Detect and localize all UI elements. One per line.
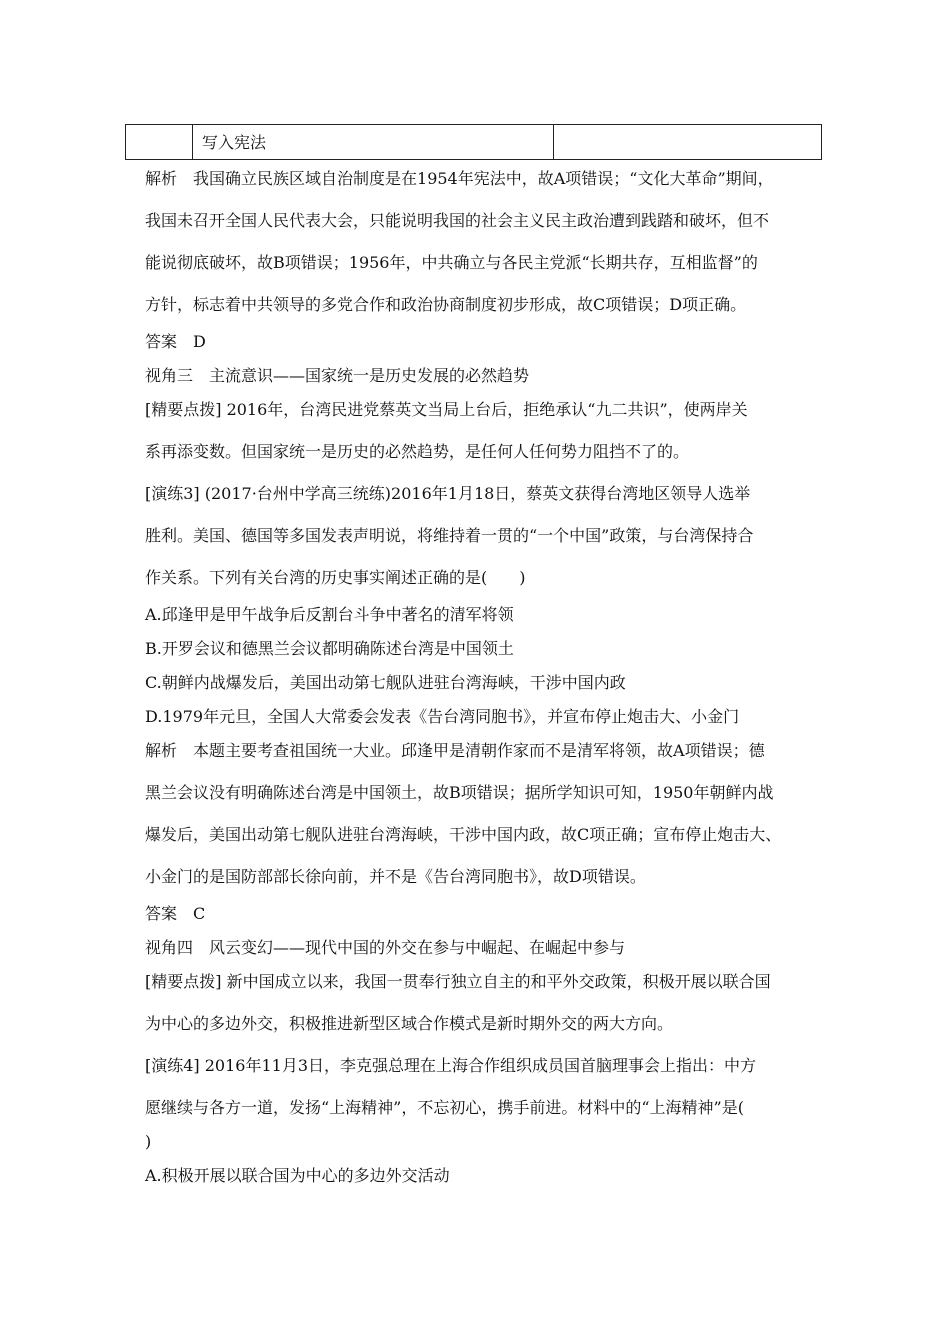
table-cell: 写入宪法 <box>193 125 554 159</box>
section-title: 风云变幻——现代中国的外交在参与中崛起、在崛起中参与 <box>209 938 626 957</box>
answer-label: 答案 <box>145 332 178 351</box>
exercise-line: [演练4] 2016年11月3日，李克强总理在上海合作组织成员国首脑理事会上指出：中方 <box>145 1056 757 1075</box>
option-a: A.积极开展以联合国为中心的多边外交活动 <box>145 1166 450 1185</box>
answer-value: D <box>193 332 206 351</box>
section-heading <box>145 933 825 967</box>
tip-line: 为中心的多边外交，积极推进新型区域合作模式是新时期外交的两大方向。 <box>145 1014 674 1033</box>
exercise-line: ) <box>145 1132 152 1151</box>
tip-line: 系再添变数。但国家统一是历史的必然趋势，是任何人任何势力阻挡不了的。 <box>145 442 690 461</box>
analysis-line: 我国确立民族区域自治制度是在1954年宪法中，故A项错误；“文化大革命”期间， <box>193 169 774 188</box>
section-label: 视角四 <box>145 938 194 957</box>
option-d: D.1979年元旦，全国人大常委会发表《告台湾同胞书》，并宣布停止炮击大、小金门 <box>145 707 740 726</box>
analysis-line: 我国未召开全国人民代表大会，只能说明我国的社会主义民主政治遭到践踏和破坏，但不 <box>145 211 770 230</box>
tip-line: [精要点拨] 2016年，台湾民进党蔡英文当局上台后，拒绝承认“九二共识”，使两岸关 <box>145 400 748 419</box>
option-c: C.朝鲜内战爆发后，美国出动第七舰队进驻台湾海峡，干涉中国内政 <box>145 673 626 692</box>
analysis-line: 爆发后，美国出动第七舰队进驻台湾海峡，干涉中国内政，故C项正确；宣布停止炮击大、 <box>145 825 782 844</box>
exercise-line: 作关系。下列有关台湾的历史事实阐述正确的是( ) <box>145 568 526 587</box>
answer-label: 答案 <box>145 904 178 923</box>
analysis-paragraph <box>145 736 825 778</box>
tip-line: [精要点拨] 新中国成立以来，我国一贯奉行独立自主的和平外交政策，积极开展以联合国 <box>145 972 771 991</box>
analysis-paragraph <box>145 164 825 206</box>
section-title: 主流意识——国家统一是历史发展的必然趋势 <box>209 366 530 385</box>
section-heading <box>145 361 825 395</box>
answer-value: C <box>193 904 206 923</box>
answer-line <box>145 899 825 933</box>
answer-line <box>145 327 825 361</box>
option-a: A.邱逢甲是甲午战争后反割台斗争中著名的清军将领 <box>145 605 514 624</box>
analysis-line: 方针，标志着中共领导的多党合作和政治协商制度初步形成，故C项错误；D项正确。 <box>145 295 747 314</box>
option-b: B.开罗会议和德黑兰会议都明确陈述台湾是中国领土 <box>145 639 514 658</box>
analysis-line: 能说彻底破坏，故B项错误；1956年，中共确立与各民主党派“长期共存，互相监督”的 <box>145 253 758 272</box>
analysis-line: 小金门的是国防部部长徐向前，并不是《告台湾同胞书》，故D项错误。 <box>145 867 646 886</box>
section-label: 视角三 <box>145 366 194 385</box>
table-cell <box>126 125 193 159</box>
analysis-line: 本题主要考查祖国统一大业。邱逢甲是清朝作家而不是清军将领，故A项错误；德 <box>193 741 765 760</box>
analysis-label: 解析 <box>145 169 178 188</box>
document-body <box>145 164 825 1195</box>
exercise-line: 胜利。美国、德国等多国发表声明说，将维持着一贯的“一个中国”政策，与台湾保持合 <box>145 526 754 545</box>
analysis-label: 解析 <box>145 741 178 760</box>
table-row <box>125 124 822 160</box>
exercise-line: 愿继续与各方一道，发扬“上海精神”，不忘初心，携手前进。材料中的“上海精神”是( <box>145 1098 744 1117</box>
table-cell <box>554 125 821 159</box>
exercise-line: [演练3] (2017·台州中学高三统练)2016年1月18日，蔡英文获得台湾地区领导人选举 <box>145 484 751 503</box>
analysis-line: 黑兰会议没有明确陈述台湾是中国领土，故B项错误；据所学知识可知，1950年朝鲜内战 <box>145 783 774 802</box>
